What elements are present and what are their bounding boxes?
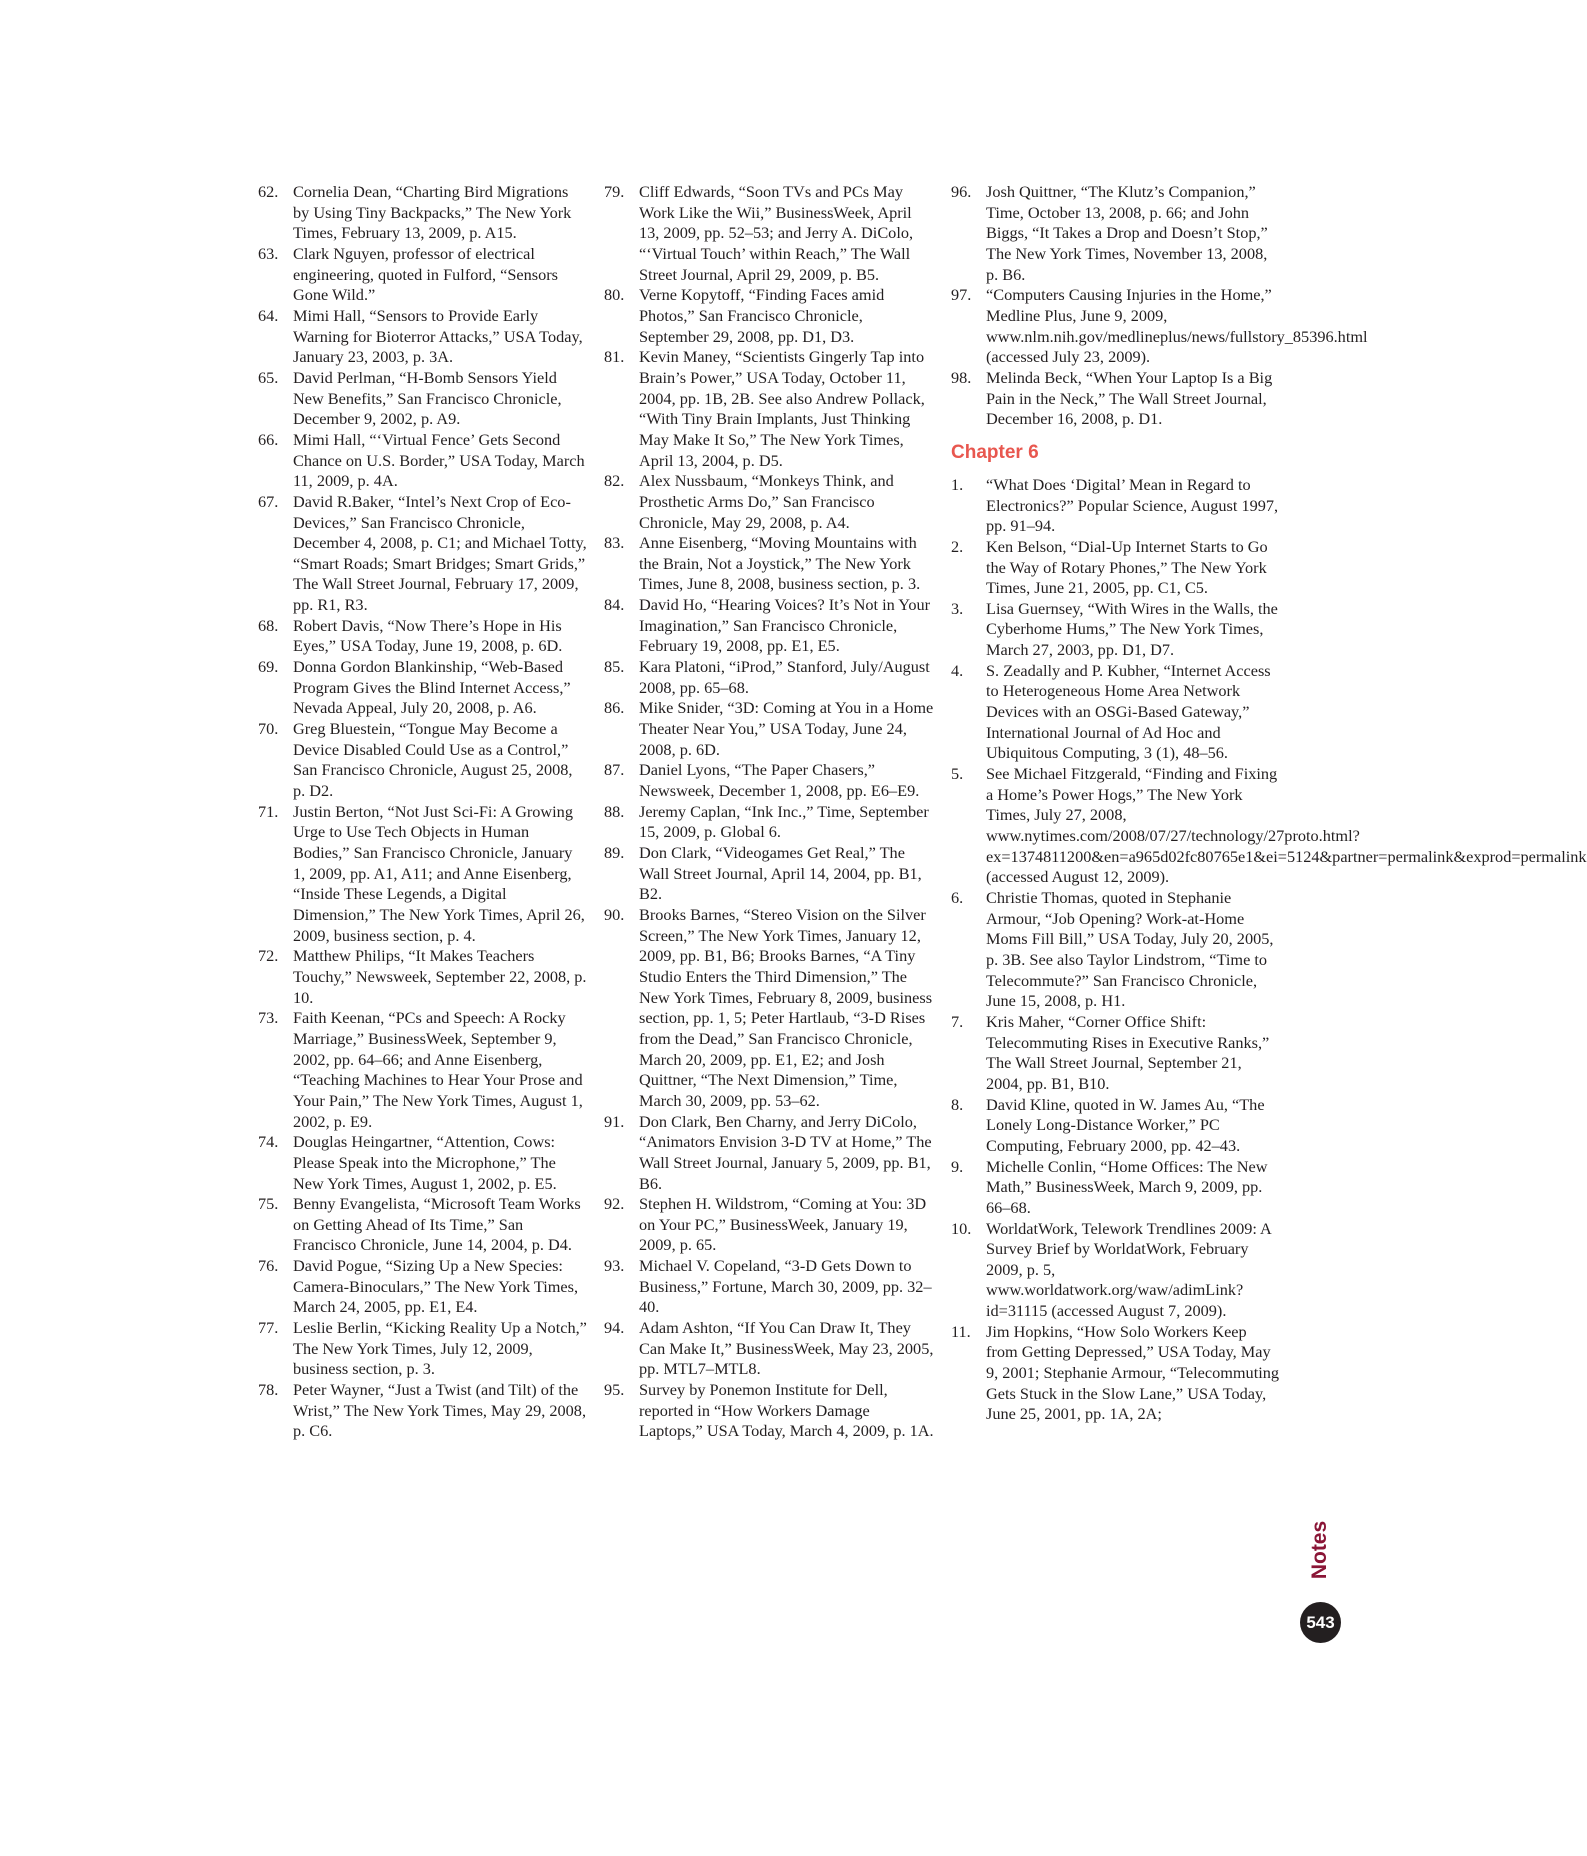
note-text: See Michael Fitzgerald, “Finding and Fixing a Home’s Power Hogs,” The New York Times, July 27, 2008, www.nytimes.com/2008/07/27/technology/27proto.html?ex=1374811200&en=a965d02fc80765e1&ei=5124&partner=permalink&exprod=permalink (accessed August 12, 2009). <box>986 764 1587 887</box>
note-text: Matthew Philips, “It Makes Teachers Touchy,” Newsweek, September 22, 2008, p. 10. <box>293 946 587 1007</box>
note-text: Daniel Lyons, “The Paper Chasers,” Newsweek, December 1, 2008, pp. E6–E9. <box>639 760 920 801</box>
note-entry <box>951 1012 1281 1095</box>
note-number: 81. <box>604 347 625 367</box>
note-number: 5. <box>951 764 964 784</box>
note-text: Leslie Berlin, “Kicking Reality Up a Notch,” The New York Times, July 12, 2009, business section, p. 3. <box>293 1318 587 1379</box>
note-entry <box>604 1318 934 1380</box>
note-number: 79. <box>604 182 625 201</box>
note-number: 82. <box>604 471 625 491</box>
note-entry <box>604 1194 934 1256</box>
note-text: Michelle Conlin, “Home Offices: The New Math,” BusinessWeek, March 9, 2009, pp. 66–68. <box>986 1156 1268 1217</box>
note-text: Cornelia Dean, “Charting Bird Migrations by Using Tiny Backpacks,” The New York Times, February 13, 2009, p. A15. <box>293 182 572 243</box>
note-text: Mimi Hall, “‘Virtual Fence’ Gets Second Chance on U.S. Border,” USA Today, March 11, 2009, p. 4A. <box>293 429 585 491</box>
note-number: 69. <box>258 657 279 677</box>
note-number: 68. <box>258 615 279 635</box>
note-text: David Ho, “Hearing Voices? It’s Not in Your Imagination,” San Francisco Chronicle, February 19, 2008, pp. E1, E5. <box>639 595 931 656</box>
note-entry <box>258 719 588 802</box>
note-number: 75. <box>258 1194 279 1214</box>
note-entry <box>258 1008 588 1132</box>
note-number: 66. <box>258 429 279 449</box>
note-text: WorldatWork, Telework Trendlines 2009: A Survey Brief by WorldatWork, February 2009, p. 5, www.worldatwork.org/waw/adimLink?id=31115 (accessed August 7, 2009). <box>986 1218 1271 1321</box>
note-entry <box>951 1157 1281 1219</box>
note-text: Greg Bluestein, “Tongue May Become a Device Disabled Could Use as a Control,” San Francisco Chronicle, August 25, 2008, p. D2. <box>293 719 573 801</box>
note-entry <box>604 595 934 657</box>
note-entry <box>951 888 1281 1012</box>
note-entry <box>258 244 588 306</box>
note-entry <box>604 905 934 1112</box>
note-entry <box>258 430 588 492</box>
note-text: Josh Quittner, “The Klutz’s Companion,” Time, October 13, 2008, p. 66; and John Biggs, “It Takes a Drop and Doesn’t Stop,” The New York Times, November 13, 2008, p. B6. <box>986 182 1268 284</box>
note-text: S. Zeadally and P. Kubher, “Internet Access to Heterogeneous Home Area Network Devices with an OSGi-Based Gateway,” International Journal of Ad Hoc and Ubiquitous Computing, 3 (1), 48–56. <box>986 660 1271 763</box>
note-number: 98. <box>951 367 972 387</box>
note-text: Jeremy Caplan, “Ink Inc.,” Time, September 15, 2009, p. Global 6. <box>639 801 929 842</box>
note-number: 67. <box>258 491 279 511</box>
note-text: “Computers Causing Injuries in the Home,” Medline Plus, June 9, 2009, www.nlm.nih.gov/medlineplus/news/fullstory_85396.html (accessed July 23, 2009). <box>986 285 1368 367</box>
note-text: Michael V. Copeland, “3-D Gets Down to Business,” Fortune, March 30, 2009, pp. 32–40. <box>639 1256 932 1317</box>
notes-column-2 <box>604 182 934 1442</box>
note-entry <box>604 1256 934 1318</box>
section-label <box>1300 1510 1340 1590</box>
note-number: 97. <box>951 285 972 305</box>
note-number: 91. <box>604 1111 625 1131</box>
note-entry <box>258 368 588 430</box>
note-text: “What Does ‘Digital’ Mean in Regard to Electronics?” Popular Science, August 1997, pp. 91–94. <box>986 474 1279 536</box>
note-entry <box>604 843 934 905</box>
note-entry <box>258 492 588 616</box>
note-number: 94. <box>604 1318 625 1338</box>
note-text: Melinda Beck, “When Your Laptop Is a Big Pain in the Neck,” The Wall Street Journal, December 16, 2008, p. D1. <box>986 367 1273 429</box>
note-number: 72. <box>258 946 279 966</box>
note-entry <box>604 533 934 595</box>
note-number: 85. <box>604 657 625 677</box>
note-number: 78. <box>258 1380 279 1400</box>
note-text: Don Clark, “Videogames Get Real,” The Wall Street Journal, April 14, 2004, pp. B1, B2. <box>639 843 922 904</box>
note-entry <box>604 347 934 471</box>
note-text: Mike Snider, “3D: Coming at You in a Home Theater Near You,” USA Today, June 24, 2008, p. 6D. <box>639 698 934 759</box>
note-number: 96. <box>951 182 972 201</box>
note-number: 4. <box>951 660 964 680</box>
note-entry <box>951 599 1281 661</box>
note-entry <box>951 661 1281 764</box>
note-number: 88. <box>604 801 625 821</box>
note-entry <box>951 182 1281 285</box>
note-entry <box>258 1256 588 1318</box>
note-text: Donna Gordon Blankinship, “Web-Based Program Gives the Blind Internet Access,” Nevada Appeal, July 20, 2008, p. A6. <box>293 657 571 718</box>
note-number: 93. <box>604 1256 625 1276</box>
note-text: Kara Platoni, “iProd,” Stanford, July/August 2008, pp. 65–68. <box>639 657 930 697</box>
note-text: Alex Nussbaum, “Monkeys Think, and Prosthetic Arms Do,” San Francisco Chronicle, May 29, 2008, p. A4. <box>639 471 894 532</box>
note-number: 71. <box>258 801 279 821</box>
note-entry <box>258 306 588 368</box>
note-entry <box>951 285 1368 368</box>
note-entry <box>951 475 1281 537</box>
page-number-badge: 543 <box>1300 1602 1341 1643</box>
note-entry <box>604 1112 934 1195</box>
notes-column-1 <box>258 182 588 1442</box>
notes-column-3 <box>951 182 1587 1425</box>
note-number: 6. <box>951 888 964 907</box>
note-entry <box>951 368 1281 430</box>
note-entry <box>604 760 934 801</box>
note-text: Anne Eisenberg, “Moving Mountains with the Brain, Not a Joystick,” The New York Times, June 8, 2008, business section, p. 3. <box>639 533 921 594</box>
note-entry <box>604 182 934 285</box>
note-number: 2. <box>951 536 964 556</box>
note-number: 73. <box>258 1008 279 1028</box>
chapter-6-notes <box>951 474 1587 1425</box>
note-text: Stephen H. Wildstrom, “Coming at You: 3D on Your PC,” BusinessWeek, January 19, 2009, p. 65. <box>639 1194 927 1255</box>
note-entry <box>258 1132 588 1194</box>
note-number: 92. <box>604 1194 625 1214</box>
note-entry <box>951 1322 1281 1425</box>
note-text: David Kline, quoted in W. James Au, “The Lonely Long-Distance Worker,” PC Computing, February 2000, pp. 42–43. <box>986 1094 1265 1155</box>
note-text: Kevin Maney, “Scientists Gingerly Tap into Brain’s Power,” USA Today, October 11, 2004, pp. 1B, 2B. See also Andrew Pollack, “With Tiny Brain Implants, Just Thinking May Make It So,” The New York Times, April 13, 2004, p. D5. <box>639 347 925 470</box>
note-text: Cliff Edwards, “Soon TVs and PCs May Work Like the Wii,” BusinessWeek, April 13, 2009, pp. 52–53; and Jerry A. DiColo, “‘Virtual Touch’ within Reach,” The Wall Street Journal, April 29, 2009, p. B5. <box>639 182 914 284</box>
note-number: 76. <box>258 1256 279 1276</box>
note-entry <box>258 1380 588 1442</box>
note-number: 80. <box>604 285 625 305</box>
note-entry <box>951 537 1281 599</box>
note-text: Robert Davis, “Now There’s Hope in His Eyes,” USA Today, June 19, 2008, p. 6D. <box>293 615 563 656</box>
note-number: 70. <box>258 719 279 739</box>
note-text: Adam Ashton, “If You Can Draw It, They Can Make It,” BusinessWeek, May 23, 2005, pp. MTL7–MTL8. <box>639 1318 934 1379</box>
note-entry <box>258 1194 588 1256</box>
note-number: 74. <box>258 1132 279 1152</box>
note-number: 1. <box>951 474 964 494</box>
note-text: David R.Baker, “Intel’s Next Crop of Eco-Devices,” San Francisco Chronicle, December 4, 2008, p. C1; and Michael Totty, “Smart Roads; Smart Bridges; Smart Grids,” The Wall Street Journal, February 17, 2009, pp. R1, R3. <box>293 491 587 615</box>
note-entry <box>604 1380 934 1442</box>
note-entry <box>604 657 934 698</box>
note-number: 89. <box>604 843 625 862</box>
note-entry <box>604 285 934 347</box>
note-number: 77. <box>258 1318 279 1338</box>
note-text: Christie Thomas, quoted in Stephanie Armour, “Job Opening? Work-at-Home Moms Fill Bill,” USA Today, July 20, 2005, p. 3B. See also Taylor Lindstrom, “Time to Telecommute?” San Francisco Chronicle, June 15, 2008, p. H1. <box>986 888 1274 1011</box>
note-text: Benny Evangelista, “Microsoft Team Works on Getting Ahead of Its Time,” San Francisco Chronicle, June 14, 2004, p. D4. <box>293 1194 581 1255</box>
note-number: 8. <box>951 1094 964 1114</box>
note-text: Peter Wayner, “Just a Twist (and Tilt) of the Wrist,” The New York Times, May 29, 2008, p. C6. <box>293 1380 587 1441</box>
note-text: David Pogue, “Sizing Up a New Species: Camera-Binoculars,” The New York Times, March 24, 2005, pp. E1, E4. <box>293 1256 579 1317</box>
note-number: 84. <box>604 595 625 615</box>
note-number: 65. <box>258 367 279 387</box>
note-text: Kris Maher, “Corner Office Shift: Telecommuting Rises in Executive Ranks,” The Wall Street Journal, September 21, 2004, pp. B1, B10. <box>986 1011 1270 1093</box>
note-number: 95. <box>604 1380 625 1400</box>
note-text: Faith Keenan, “PCs and Speech: A Rocky Marriage,” BusinessWeek, September 9, 2002, pp. 64–66; and Anne Eisenberg, “Teaching Machines to Hear Your Prose and Your Pain,” The New York Times, August 1, 2002, p. E9. <box>293 1008 583 1131</box>
note-entry <box>258 182 588 244</box>
note-text: Jim Hopkins, “How Solo Workers Keep from Getting Depressed,” USA Today, May 9, 2001; Stephanie Armour, “Telecommuting Gets Stuck in the Slow Lane,” USA Today, June 25, 2001, pp. 1A, 2A; <box>986 1321 1280 1424</box>
note-text: Don Clark, Ben Charny, and Jerry DiColo, “Animators Envision 3-D TV at Home,” The Wall Street Journal, January 5, 2009, pp. B1, B6. <box>639 1111 932 1193</box>
note-number: 10. <box>951 1218 972 1238</box>
note-number: 3. <box>951 598 964 618</box>
note-text: Justin Berton, “Not Just Sci-Fi: A Growing Urge to Use Tech Objects in Human Bodies,” San Francisco Chronicle, January 1, 2009, pp. A1, A11; and Anne Eisenberg, “Inside These Legends, a Digital Dimension,” The New York Times, April 26, 2009, business section, p. 4. <box>293 801 585 945</box>
note-number: 9. <box>951 1156 964 1176</box>
note-number: 7. <box>951 1011 964 1031</box>
note-text: Survey by Ponemon Institute for Dell, reported in “How Workers Damage Laptops,” USA Today, March 4, 2009, p. 1A. <box>639 1380 934 1441</box>
note-entry <box>951 1219 1281 1322</box>
note-number: 11. <box>951 1321 971 1341</box>
note-number: 64. <box>258 305 279 325</box>
note-entry <box>604 471 934 533</box>
note-text: Mimi Hall, “Sensors to Provide Early Warning for Bioterror Attacks,” USA Today, January 23, 2003, p. 3A. <box>293 305 583 367</box>
note-number: 87. <box>604 760 625 780</box>
note-number: 62. <box>258 182 279 201</box>
note-text: Lisa Guernsey, “With Wires in the Walls, the Cyberhome Hums,” The New York Times, March 27, 2003, pp. D1, D7. <box>986 598 1278 660</box>
note-entry <box>258 616 588 657</box>
note-number: 63. <box>258 243 279 263</box>
note-number: 90. <box>604 904 625 924</box>
chapter-5-notes-continued <box>951 182 1368 430</box>
note-text: David Perlman, “H-Bomb Sensors Yield New Benefits,” San Francisco Chronicle, December 9, 2002, p. A9. <box>293 367 562 429</box>
note-text: Douglas Heingartner, “Attention, Cows: Please Speak into the Microphone,” The New York Times, August 1, 2002, p. E5. <box>293 1132 557 1193</box>
chapter-heading: Chapter 6 <box>951 441 1039 463</box>
note-entry <box>951 1095 1281 1157</box>
note-number: 83. <box>604 533 625 553</box>
note-entry <box>951 764 1587 888</box>
section-label-text: Notes <box>1308 1520 1331 1580</box>
note-entry <box>258 657 588 719</box>
note-text: Ken Belson, “Dial-Up Internet Starts to Go the Way of Rotary Phones,” The New York Times, June 21, 2005, pp. C1, C5. <box>986 536 1268 598</box>
note-entry <box>258 946 588 1008</box>
note-entry <box>604 698 934 760</box>
note-text: Verne Kopytoff, “Finding Faces amid Photos,” San Francisco Chronicle, September 29, 2008, pp. D1, D3. <box>639 285 885 346</box>
note-entry <box>258 1318 588 1380</box>
note-number: 86. <box>604 698 625 718</box>
note-entry <box>604 802 934 843</box>
note-text: Brooks Barnes, “Stereo Vision on the Silver Screen,” The New York Times, January 12, 2009, pp. B1, B6; Brooks Barnes, “A Tiny Studio Enters the Third Dimension,” The New York Times, February 8, 2009, business section, pp. 1, 5; Peter Hartlaub, “3-D Rises from the Dead,” San Francisco Chronicle, March 20, 2009, pp. E1, E2; and Josh Quittner, “The Next Dimension,” Time, March 30, 2009, pp. 53–62. <box>639 904 933 1110</box>
note-entry <box>258 802 588 947</box>
note-text: Clark Nguyen, professor of electrical engineering, quoted in Fulford, “Sensors Gone Wild.” <box>293 243 558 305</box>
